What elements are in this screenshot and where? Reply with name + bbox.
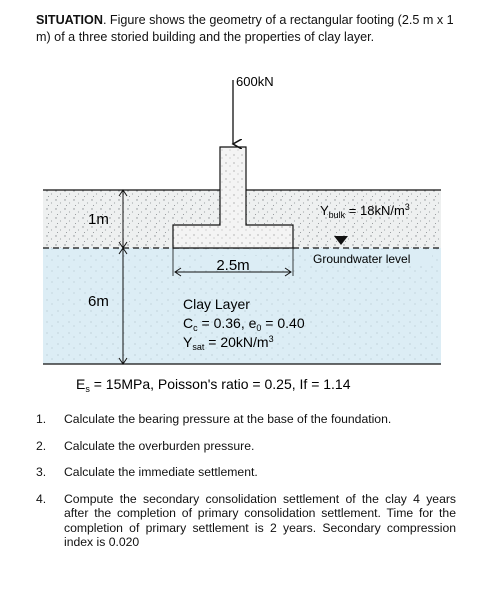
questions-list	[36, 412, 456, 562]
question-item: 1. Calculate the bearing pressure at the base of the foundation.	[36, 412, 392, 426]
groundwater-label: Groundwater level	[313, 252, 411, 266]
load-label: 600kN	[236, 74, 274, 89]
depth-top-label: 1m	[88, 211, 109, 228]
clay-saturated-unit-weight: $Y_{sat} = 20kN/m^3$	[183, 334, 274, 352]
soil-properties-line: $E_s = 15MPa$, Poisson's ratio = 0.25, If = 1.14	[76, 376, 351, 394]
clay-compression-values: $C_c = 0.36$, $e_0 = 0.40$	[183, 315, 305, 333]
depth-clay-label: 6m	[88, 293, 109, 310]
question-item: 4. Compute the secondary consolidation settlement of the clay 4 years after the completion of primary consolidation settlement. Time for the completion of primary settlement is 2 years. Secondary compression index is 0.020	[36, 491, 456, 549]
situation-heading: SITUATION	[36, 13, 103, 27]
clay-layer-title: Clay Layer	[183, 296, 250, 312]
situation-text: . Figure shows the geometry of a rectangular footing (2.5 m x 1 m) of a three storied building and the properties of clay layer.	[36, 13, 454, 44]
width-label: 2.5m	[216, 257, 250, 274]
bulk-unit-weight-label: $Y_{bulk} = 18kN/m^3$	[320, 202, 410, 220]
question-item: 2. Calculate the overburden pressure.	[36, 438, 255, 453]
question-item: 3. Calculate the immediate settlement.	[36, 465, 258, 479]
